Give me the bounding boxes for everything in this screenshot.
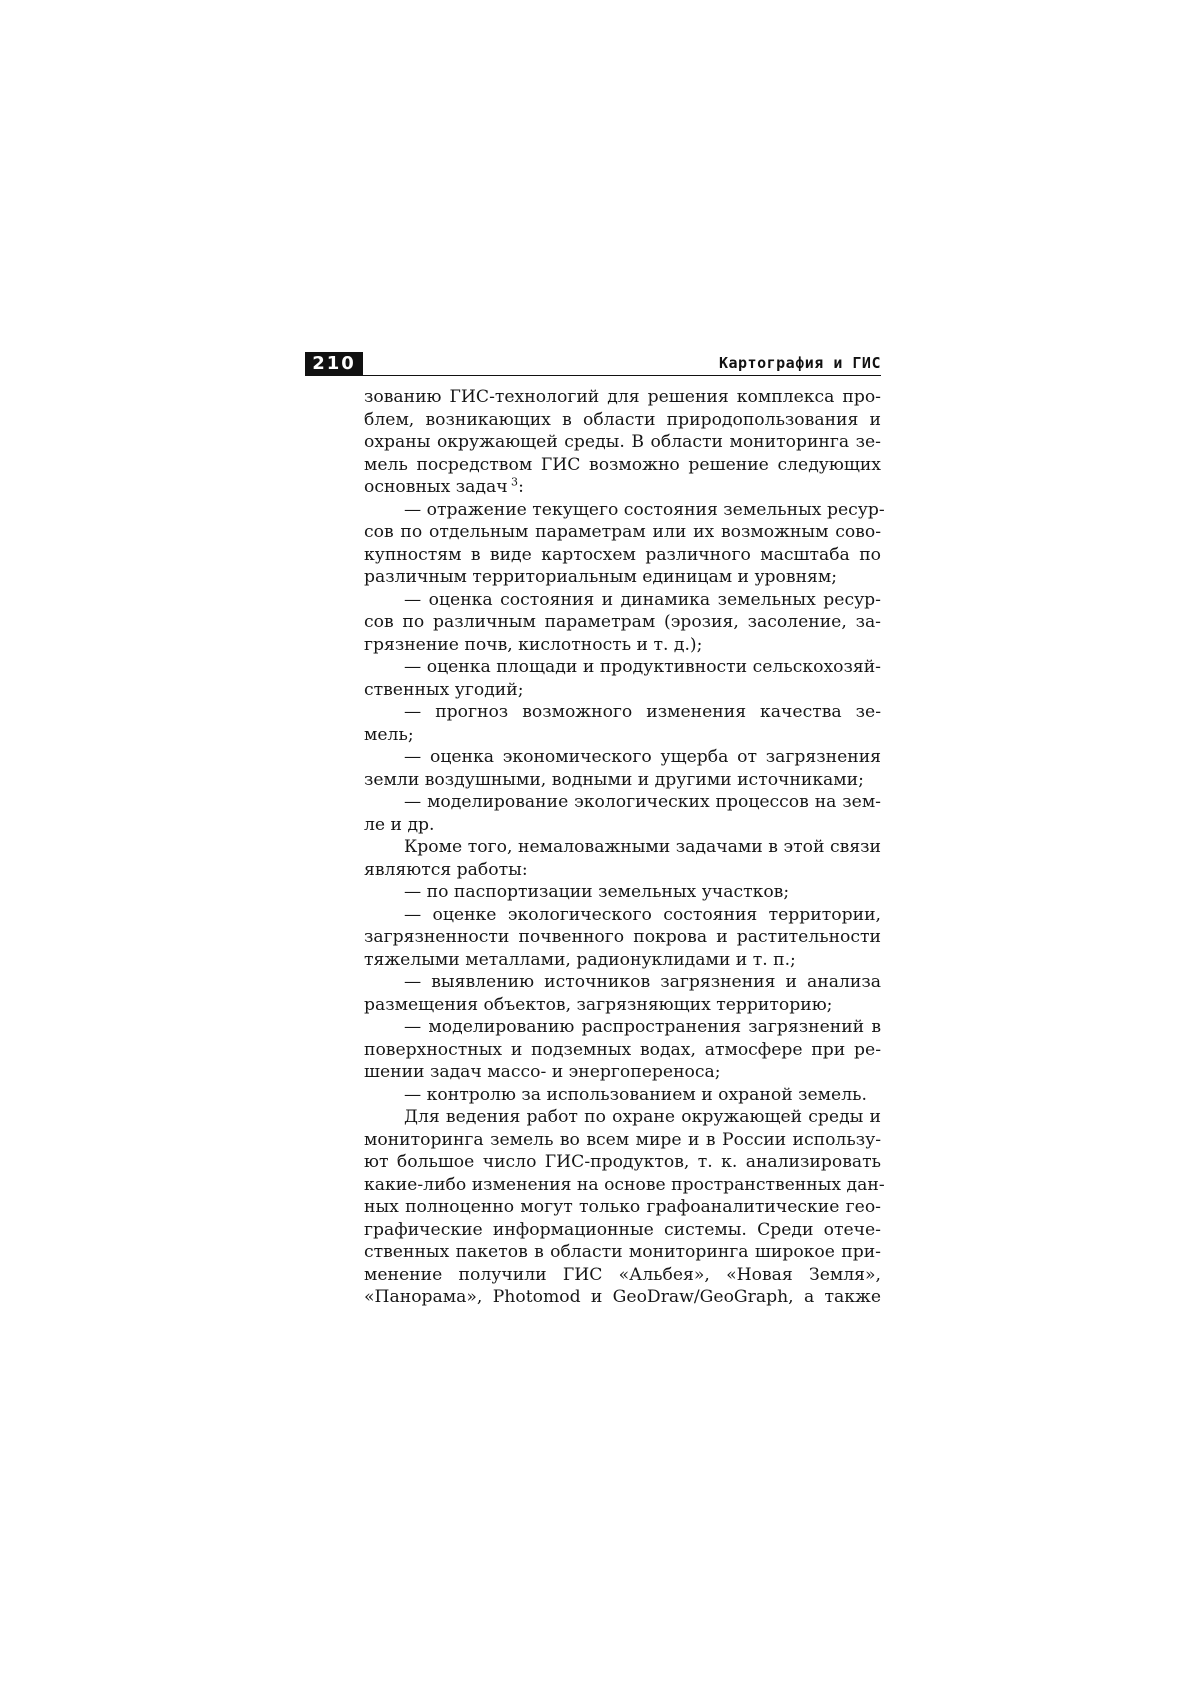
- text-line: графические информационные системы. Среди отече-: [364, 1219, 881, 1240]
- text-line: мониторинга земель во всем мире и в России использу-: [364, 1129, 881, 1150]
- text-line: Для ведения работ по охране окружающей среды и: [404, 1107, 881, 1127]
- page-header: [305, 352, 881, 376]
- text-line: — моделированию распространения загрязнений в: [404, 1017, 881, 1037]
- text-line: — моделирование экологических процессов на зем-: [404, 792, 881, 812]
- text-line: тяжелыми металлами, радионуклидами и т. п.;: [364, 949, 796, 970]
- text-line: — оценка состояния и динамика земельных ресур-: [404, 589, 881, 610]
- text-line: «Панорама», Photomod и GeoDraw/GeoGraph, а также: [364, 1287, 881, 1307]
- text-line: шении задач массо- и энергопереноса;: [364, 1062, 721, 1082]
- text-line: ют большое число ГИС-продуктов, т. к. анализировать: [364, 1152, 881, 1172]
- page-number: 210: [305, 352, 363, 376]
- text-line: Кроме того, немаловажными задачами в этой связи: [404, 837, 881, 857]
- text-line: грязнение почв, кислотность и т. д.);: [364, 634, 703, 655]
- running-title: Картография и ГИС: [718, 354, 881, 372]
- text-line: зованию ГИС-технологий для решения комплекса про-: [364, 387, 881, 407]
- text-line: — отражение текущего состояния земельных ресур-: [404, 499, 885, 520]
- text-line: основных задач $^3$:: [364, 475, 524, 497]
- text-line: сов по отдельным параметрам или их возможным сово-: [364, 522, 881, 542]
- text-line: ственных угодий;: [364, 679, 524, 700]
- text-line: различным территориальным единицам и уровням;: [364, 567, 838, 587]
- text-line: — прогноз возможного изменения качества зе-: [404, 702, 881, 722]
- text-line: загрязненности почвенного покрова и растительности: [364, 927, 881, 947]
- text-line: ле и др.: [364, 814, 435, 835]
- text-line: менение получили ГИС «Альбея», «Новая Земля»,: [364, 1264, 881, 1285]
- text-line: купностям в виде картосхем различного масштаба по: [364, 544, 881, 565]
- text-line: блем, возникающих в области природопользования и: [364, 409, 881, 430]
- text-line: земли воздушными, водными и другими источниками;: [364, 769, 864, 790]
- text-line: охраны окружающей среды. В области мониторинга зе-: [364, 432, 881, 452]
- text-line: — оценка экономического ущерба от загрязнения: [404, 747, 881, 767]
- text-line: ственных пакетов в области мониторинга широкое при-: [364, 1242, 881, 1262]
- text-line: — по паспортизации земельных участков;: [404, 882, 790, 902]
- footnote-ref: 3: [507, 475, 519, 489]
- text-line: — оценка площади и продуктивности сельскохозяй-: [404, 657, 881, 677]
- text-line: сов по различным параметрам (эрозия, засоление, за-: [364, 612, 881, 632]
- text-line: — оценке экологического состояния территории,: [404, 904, 881, 925]
- text-line: ных полноценно могут только графоаналитические гео-: [364, 1197, 881, 1217]
- text-line: какие-либо изменения на основе пространственных дан-: [364, 1174, 885, 1195]
- text-line: размещения объектов, загрязняющих территорию;: [364, 994, 833, 1015]
- header-rule: [363, 375, 881, 376]
- text-line: поверхностных и подземных водах, атмосфере при ре-: [364, 1039, 881, 1060]
- text-line: — контролю за использованием и охраной земель.: [404, 1084, 867, 1105]
- text-line: мель посредством ГИС возможно решение следующих: [364, 454, 881, 475]
- text-line: — выявлению источников загрязнения и анализа: [404, 972, 881, 992]
- text-line: являются работы:: [364, 859, 528, 880]
- body-text: [364, 386, 885, 1309]
- text-line: мель;: [364, 724, 414, 745]
